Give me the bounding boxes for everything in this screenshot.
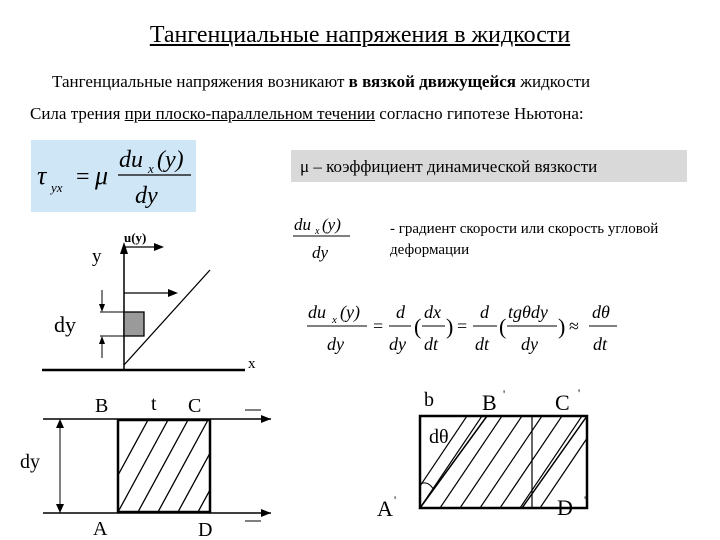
svg-text:x: x — [148, 161, 154, 176]
fluid-element — [124, 312, 144, 336]
element-before-diagram — [15, 388, 275, 540]
svg-text:u(y): u(y) — [124, 230, 147, 245]
newton-text: Сила трения при плоско-параллельном течении согласно гипотезе Ньютона: — [30, 104, 584, 123]
svg-text:=: = — [457, 316, 468, 336]
svg-text:(: ( — [499, 314, 507, 339]
svg-text:A: A — [377, 496, 393, 521]
fluid-element-square — [118, 420, 210, 512]
svg-text:dx: dx — [424, 302, 441, 322]
svg-text:): ) — [558, 314, 566, 339]
svg-text:': ' — [394, 493, 397, 507]
svg-text:': ' — [584, 493, 587, 507]
svg-text:': ' — [578, 386, 581, 400]
svg-text:b: b — [424, 389, 434, 411]
gradient-definition: - градиент скорости или скорость угловой деформации — [390, 221, 659, 258]
svg-text:dy: dy — [521, 334, 538, 354]
svg-text:): ) — [446, 314, 454, 339]
svg-text:dθ: dθ — [429, 426, 449, 448]
svg-text:du: du — [119, 147, 143, 173]
intro-bold: в вязкой движущейся — [348, 72, 517, 91]
newton-underlined: при плоско-параллельном течении — [124, 104, 376, 123]
svg-text:yx: yx — [51, 180, 63, 195]
svg-text:d: d — [396, 302, 405, 322]
svg-text:(: ( — [414, 314, 422, 339]
svg-text:=: = — [373, 316, 384, 336]
svg-text:y: y — [92, 246, 102, 267]
svg-text:dy: dy — [389, 334, 406, 354]
velocity-profile-diagram — [40, 230, 280, 380]
svg-text:=: = — [76, 164, 90, 190]
svg-text:dy: dy — [135, 183, 158, 209]
svg-text:dt: dt — [424, 334, 439, 354]
svg-text:(y): (y) — [322, 215, 341, 234]
svg-text:D: D — [198, 519, 213, 540]
svg-text:du: du — [294, 215, 311, 234]
svg-text:dθ: dθ — [592, 302, 610, 322]
svg-text:dy: dy — [312, 243, 329, 262]
svg-text:C: C — [555, 390, 570, 415]
svg-text:x: x — [332, 314, 337, 326]
intro-text: Тангенциальные напряжения возникают в вязкой движущейся жидкости — [52, 72, 591, 91]
element-after-diagram — [372, 380, 612, 530]
svg-text:': ' — [503, 387, 506, 401]
svg-text:C: C — [188, 395, 202, 417]
svg-text:B: B — [95, 395, 109, 417]
gradient-fraction — [292, 212, 364, 266]
derivation-formula — [305, 298, 625, 360]
svg-text:d: d — [480, 302, 489, 322]
svg-text:t: t — [151, 393, 157, 415]
svg-text:x: x — [315, 226, 320, 237]
svg-text:D: D — [557, 495, 573, 520]
svg-text:(y): (y) — [340, 302, 360, 322]
svg-text:B: B — [482, 390, 497, 415]
svg-text:tgθdy: tgθdy — [508, 302, 548, 322]
mu-definition: μ – коэффициент динамической вязкости — [300, 157, 598, 176]
svg-text:≈: ≈ — [569, 316, 579, 336]
page-title: Тангенциальные напряжения в жидкости — [149, 22, 571, 48]
svg-text:A: A — [93, 518, 108, 540]
svg-text:dy: dy — [327, 334, 344, 354]
svg-text:dy: dy — [20, 451, 40, 473]
svg-text:(y): (y) — [157, 147, 184, 173]
svg-text:x: x — [248, 356, 256, 372]
svg-text:dt: dt — [593, 334, 608, 354]
svg-text:dt: dt — [475, 334, 490, 354]
svg-text:dy: dy — [54, 312, 76, 337]
newton-formula — [31, 140, 196, 212]
svg-text:μ: μ — [95, 161, 109, 190]
svg-text:τ: τ — [37, 161, 47, 190]
svg-text:du: du — [308, 302, 326, 322]
